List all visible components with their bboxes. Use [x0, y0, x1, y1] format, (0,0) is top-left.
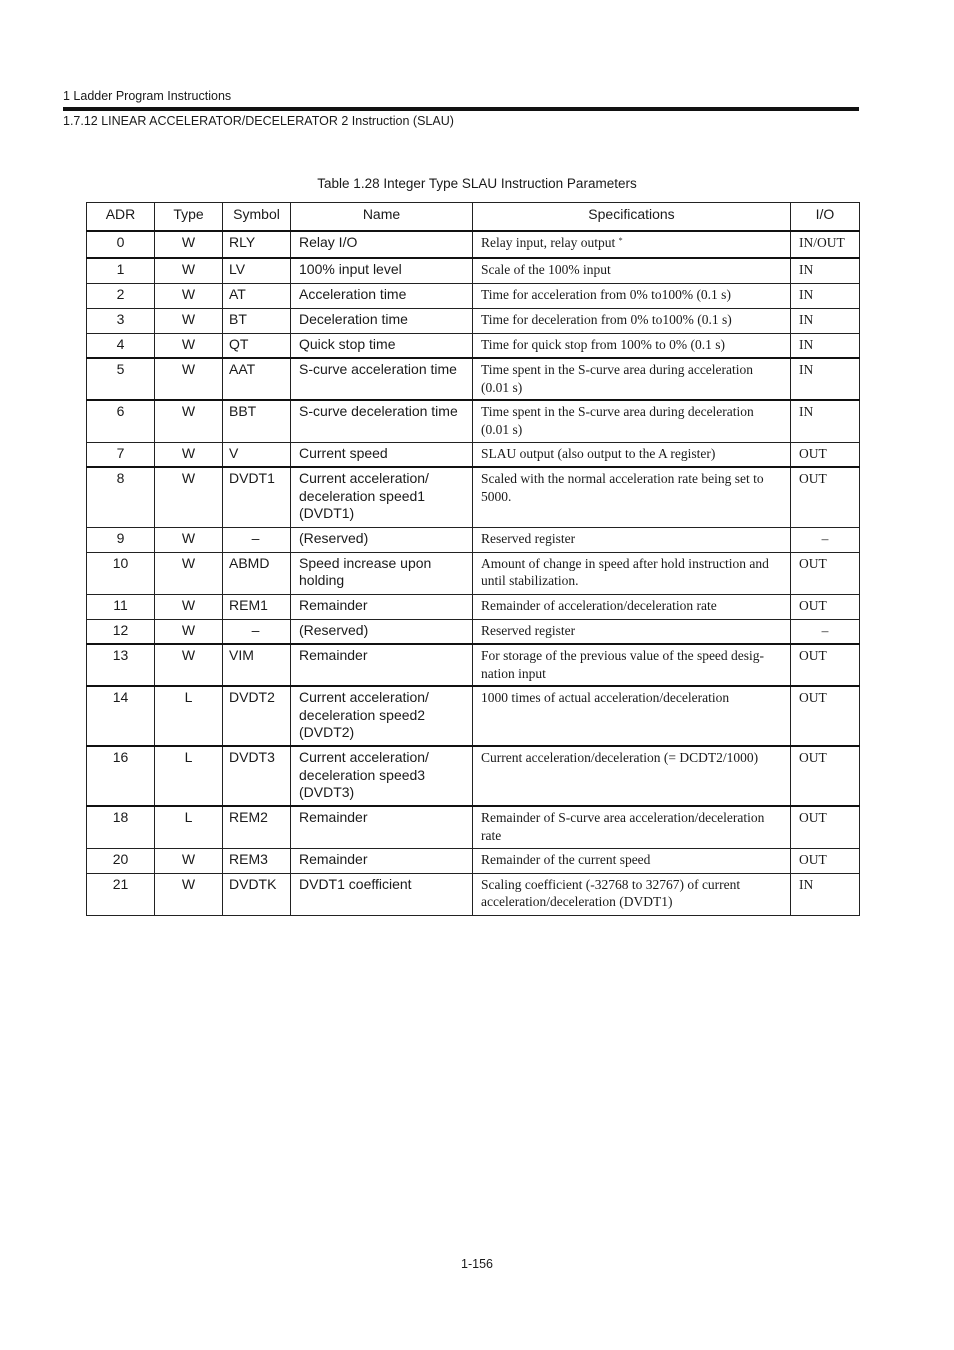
cell-type: L [155, 746, 223, 806]
cell-io: IN [791, 333, 860, 358]
cell-io: OUT [791, 442, 860, 467]
cell-name: Deceleration time [291, 308, 473, 333]
cell-name: Current acceleration/ deceleration speed3 (DVDT3) [291, 746, 473, 806]
cell-adr: 4 [87, 333, 155, 358]
cell-name: (Reserved) [291, 527, 473, 552]
cell-io: OUT [791, 746, 860, 806]
table-row [87, 806, 860, 848]
cell-specification: Scaled with the normal acceleration rate being set to 5000. [473, 467, 791, 527]
table-caption: Table 1.28 Integer Type SLAU Instruction Parameters [317, 176, 637, 191]
footnote-mark: * [618, 236, 623, 245]
cell-io: OUT [791, 848, 860, 873]
table-row [87, 258, 860, 283]
cell-specification: Time for quick stop from 100% to 0% (0.1 s) [473, 333, 791, 358]
cell-type: L [155, 806, 223, 848]
cell-io: OUT [791, 806, 860, 848]
cell-name: DVDT1 coefficient [291, 873, 473, 915]
column-header-adr: ADR [87, 203, 155, 232]
cell-name: Acceleration time [291, 283, 473, 308]
cell-adr: 0 [87, 231, 155, 258]
cell-specification: Relay input, relay output * [473, 231, 791, 258]
cell-name: S-curve deceleration time [291, 400, 473, 442]
cell-specification: Scale of the 100% input [473, 258, 791, 283]
cell-symbol: DVDT2 [223, 686, 291, 746]
column-header-io: I/O [791, 203, 860, 232]
table-row [87, 552, 860, 594]
cell-adr: 16 [87, 746, 155, 806]
cell-type: W [155, 873, 223, 915]
cell-io: – [791, 619, 860, 644]
cell-adr: 14 [87, 686, 155, 746]
table-row [87, 442, 860, 467]
cell-type: W [155, 308, 223, 333]
table-row [87, 283, 860, 308]
cell-specification: 1000 times of actual acceleration/deceleration [473, 686, 791, 746]
cell-name: Remainder [291, 806, 473, 848]
cell-type: W [155, 594, 223, 619]
cell-type: W [155, 333, 223, 358]
cell-name: (Reserved) [291, 619, 473, 644]
cell-type: W [155, 527, 223, 552]
cell-adr: 11 [87, 594, 155, 619]
table-row [87, 527, 860, 552]
cell-io: OUT [791, 594, 860, 619]
section-heading: 1.7.12 LINEAR ACCELERATOR/DECELERATOR 2 Instruction (SLAU) [63, 114, 454, 128]
cell-symbol: DVDT1 [223, 467, 291, 527]
cell-specification: Reserved register [473, 619, 791, 644]
cell-specification: Time for acceleration from 0% to100% (0.1 s) [473, 283, 791, 308]
cell-specification: Remainder of acceleration/deceleration rate [473, 594, 791, 619]
cell-type: W [155, 400, 223, 442]
table-row [87, 619, 860, 644]
cell-name: Current acceleration/ deceleration speed1 (DVDT1) [291, 467, 473, 527]
cell-symbol: BBT [223, 400, 291, 442]
cell-adr: 3 [87, 308, 155, 333]
column-header-specifications: Specifications [473, 203, 791, 232]
column-header-name: Name [291, 203, 473, 232]
cell-symbol: QT [223, 333, 291, 358]
chapter-heading: 1 Ladder Program Instructions [63, 89, 232, 103]
cell-symbol: RLY [223, 231, 291, 258]
cell-name: Remainder [291, 644, 473, 686]
cell-specification: Time spent in the S-curve area during acceleration (0.01 s) [473, 358, 791, 400]
table-row [87, 594, 860, 619]
cell-specification: SLAU output (also output to the A register) [473, 442, 791, 467]
cell-io: OUT [791, 686, 860, 746]
cell-name: Current acceleration/ deceleration speed2 (DVDT2) [291, 686, 473, 746]
cell-io: IN [791, 283, 860, 308]
header-rule [63, 107, 859, 111]
cell-name: 100% input level [291, 258, 473, 283]
cell-name: Current speed [291, 442, 473, 467]
cell-symbol: V [223, 442, 291, 467]
cell-adr: 8 [87, 467, 155, 527]
cell-symbol: AT [223, 283, 291, 308]
cell-adr: 20 [87, 848, 155, 873]
cell-type: W [155, 467, 223, 527]
cell-adr: 2 [87, 283, 155, 308]
cell-specification: Amount of change in speed after hold instruction and until stabilization. [473, 552, 791, 594]
cell-specification: Reserved register [473, 527, 791, 552]
cell-io: OUT [791, 644, 860, 686]
table-row [87, 400, 860, 442]
cell-symbol: REM2 [223, 806, 291, 848]
table-row [87, 467, 860, 527]
cell-name: Remainder [291, 848, 473, 873]
cell-io: IN [791, 400, 860, 442]
table-row [87, 333, 860, 358]
cell-symbol: VIM [223, 644, 291, 686]
cell-specification: Current acceleration/deceleration (= DCDT2/1000) [473, 746, 791, 806]
cell-name: Remainder [291, 594, 473, 619]
cell-symbol: – [223, 527, 291, 552]
cell-specification: Remainder of the current speed [473, 848, 791, 873]
cell-symbol: ABMD [223, 552, 291, 594]
cell-name: Speed increase upon holding [291, 552, 473, 594]
column-header-type: Type [155, 203, 223, 232]
cell-type: W [155, 283, 223, 308]
cell-adr: 18 [87, 806, 155, 848]
cell-type: W [155, 644, 223, 686]
cell-type: W [155, 552, 223, 594]
cell-specification: Time spent in the S-curve area during deceleration (0.01 s) [473, 400, 791, 442]
cell-io: IN [791, 308, 860, 333]
cell-name: Relay I/O [291, 231, 473, 258]
cell-type: W [155, 619, 223, 644]
table-row [87, 308, 860, 333]
cell-symbol: LV [223, 258, 291, 283]
cell-symbol: AAT [223, 358, 291, 400]
column-header-symbol: Symbol [223, 203, 291, 232]
cell-io: IN [791, 258, 860, 283]
cell-symbol: DVDTK [223, 873, 291, 915]
table-row [87, 644, 860, 686]
cell-adr: 9 [87, 527, 155, 552]
table-row [87, 873, 860, 915]
cell-adr: 12 [87, 619, 155, 644]
cell-type: W [155, 258, 223, 283]
cell-name: S-curve acceleration time [291, 358, 473, 400]
parameters-table [86, 202, 860, 916]
cell-type: W [155, 231, 223, 258]
cell-io: OUT [791, 552, 860, 594]
cell-io: IN [791, 358, 860, 400]
table-row [87, 358, 860, 400]
cell-symbol: REM1 [223, 594, 291, 619]
cell-adr: 6 [87, 400, 155, 442]
cell-adr: 5 [87, 358, 155, 400]
table-row [87, 231, 860, 258]
cell-type: W [155, 358, 223, 400]
cell-adr: 1 [87, 258, 155, 283]
cell-io: – [791, 527, 860, 552]
cell-adr: 10 [87, 552, 155, 594]
table-row [87, 848, 860, 873]
cell-symbol: BT [223, 308, 291, 333]
cell-specification: For storage of the previous value of the speed desig- nation input [473, 644, 791, 686]
cell-specification: Scaling coefficient (-32768 to 32767) of current acceleration/deceleration (DVDT1) [473, 873, 791, 915]
table-header-row [87, 203, 860, 232]
cell-io: IN/OUT [791, 231, 860, 258]
cell-specification: Remainder of S-curve area acceleration/deceleration rate [473, 806, 791, 848]
cell-adr: 13 [87, 644, 155, 686]
cell-type: W [155, 848, 223, 873]
cell-name: Quick stop time [291, 333, 473, 358]
cell-symbol: – [223, 619, 291, 644]
cell-symbol: DVDT3 [223, 746, 291, 806]
table-row [87, 686, 860, 746]
page-number: 1-156 [461, 1257, 493, 1271]
cell-type: W [155, 442, 223, 467]
cell-symbol: REM3 [223, 848, 291, 873]
cell-io: OUT [791, 467, 860, 527]
cell-specification: Time for deceleration from 0% to100% (0.1 s) [473, 308, 791, 333]
cell-type: L [155, 686, 223, 746]
cell-adr: 21 [87, 873, 155, 915]
cell-adr: 7 [87, 442, 155, 467]
cell-io: IN [791, 873, 860, 915]
table-row [87, 746, 860, 806]
